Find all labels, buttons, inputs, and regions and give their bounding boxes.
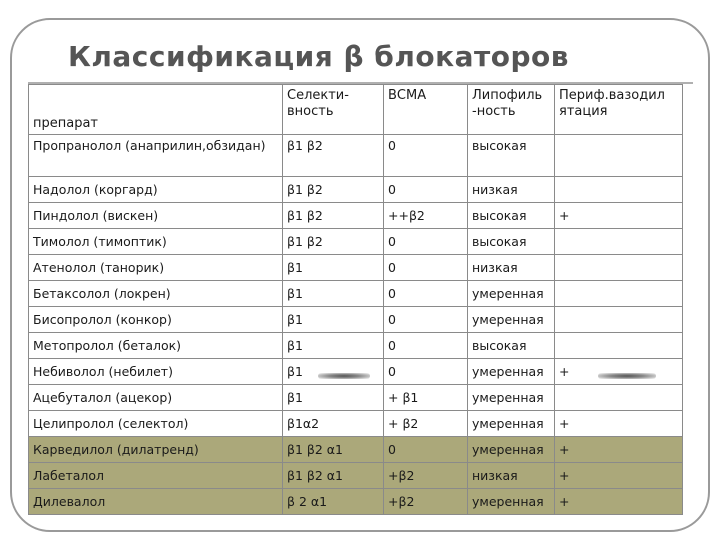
cell-vasodilation xyxy=(555,281,683,307)
cell-lipophilicity: низкая xyxy=(468,255,555,281)
cell-isa: ++β2 xyxy=(384,203,468,229)
cell-selectivity: β1 β2 xyxy=(283,177,384,203)
cell-isa: + β1 xyxy=(384,385,468,411)
cell-drug: Ацебуталол (ацекор) xyxy=(29,385,283,411)
cell-lipophilicity: умеренная xyxy=(468,411,555,437)
cell-drug: Пиндолол (вискен) xyxy=(29,203,283,229)
table-row xyxy=(29,177,683,203)
table-row xyxy=(29,385,683,411)
cell-lipophilicity: умеренная xyxy=(468,281,555,307)
cell-drug: Метопролол (беталок) xyxy=(29,333,283,359)
cell-selectivity: β1 xyxy=(283,385,384,411)
cell-selectivity: β 2 α1 xyxy=(283,489,384,515)
cell-drug: Атенолол (танорик) xyxy=(29,255,283,281)
slide-title: Классификация β блокаторов xyxy=(68,40,569,73)
cell-drug: Бисопролол (конкор) xyxy=(29,307,283,333)
cell-drug: Карведилол (дилатренд) xyxy=(29,437,283,463)
beta-blocker-table xyxy=(28,84,683,515)
cell-vasodilation xyxy=(555,229,683,255)
table-row xyxy=(29,281,683,307)
cell-selectivity: β1 β2 α1 xyxy=(283,437,384,463)
cell-vasodilation xyxy=(555,333,683,359)
table-row-highlighted xyxy=(29,489,683,515)
cell-isa: 0 xyxy=(384,333,468,359)
cell-lipophilicity: высокая xyxy=(468,203,555,229)
cell-lipophilicity: высокая xyxy=(468,333,555,359)
cell-vasodilation: + xyxy=(555,203,683,229)
scan-smudge xyxy=(598,373,656,379)
scan-smudge xyxy=(318,373,370,379)
header-lipophilicity: Липофиль -ность xyxy=(468,85,555,135)
cell-drug: Тимолол (тимоптик) xyxy=(29,229,283,255)
cell-vasodilation: + xyxy=(555,359,683,385)
cell-selectivity: β1 xyxy=(283,359,384,385)
table-header-row xyxy=(29,85,683,135)
cell-drug: Дилевалол xyxy=(29,489,283,515)
cell-vasodilation: + xyxy=(555,411,683,437)
cell-lipophilicity: умеренная xyxy=(468,385,555,411)
cell-drug: Целипролол (селектол) xyxy=(29,411,283,437)
cell-isa: +β2 xyxy=(384,489,468,515)
cell-selectivity: β1 β2 xyxy=(283,229,384,255)
table-row xyxy=(29,359,683,385)
cell-lipophilicity: высокая xyxy=(468,229,555,255)
cell-selectivity: β1 β2 xyxy=(283,135,384,177)
cell-isa: + β2 xyxy=(384,411,468,437)
header-selectivity: Селекти-вность xyxy=(283,85,384,135)
cell-isa: 0 xyxy=(384,177,468,203)
header-drug: препарат xyxy=(29,85,283,135)
cell-lipophilicity: высокая xyxy=(468,135,555,177)
header-vasodilation: Периф.вазодил ятация xyxy=(555,85,683,135)
cell-drug: Лабеталол xyxy=(29,463,283,489)
table-row-highlighted xyxy=(29,463,683,489)
cell-selectivity: β1α2 xyxy=(283,411,384,437)
table-row xyxy=(29,307,683,333)
cell-isa: 0 xyxy=(384,437,468,463)
cell-selectivity: β1 xyxy=(283,255,384,281)
cell-vasodilation xyxy=(555,307,683,333)
table-row xyxy=(29,135,683,177)
header-isa: ВСМА xyxy=(384,85,468,135)
cell-selectivity: β1 xyxy=(283,281,384,307)
table-row xyxy=(29,229,683,255)
cell-isa: 0 xyxy=(384,307,468,333)
table-row xyxy=(29,333,683,359)
table-row xyxy=(29,255,683,281)
cell-vasodilation xyxy=(555,135,683,177)
cell-selectivity: β1 β2 α1 xyxy=(283,463,384,489)
cell-isa: 0 xyxy=(384,281,468,307)
cell-lipophilicity: низкая xyxy=(468,177,555,203)
cell-vasodilation: + xyxy=(555,437,683,463)
cell-lipophilicity: умеренная xyxy=(468,437,555,463)
cell-drug: Бетаксолол (локрен) xyxy=(29,281,283,307)
cell-isa: 0 xyxy=(384,135,468,177)
cell-vasodilation xyxy=(555,177,683,203)
cell-selectivity: β1 xyxy=(283,333,384,359)
cell-lipophilicity: умеренная xyxy=(468,359,555,385)
cell-vasodilation xyxy=(555,385,683,411)
cell-drug: Небиволол (небилет) xyxy=(29,359,283,385)
cell-lipophilicity: низкая xyxy=(468,463,555,489)
cell-isa: 0 xyxy=(384,359,468,385)
table-row xyxy=(29,203,683,229)
cell-selectivity: β1 xyxy=(283,307,384,333)
table-row-highlighted xyxy=(29,437,683,463)
cell-isa: 0 xyxy=(384,229,468,255)
table-row xyxy=(29,411,683,437)
cell-drug: Надолол (коргард) xyxy=(29,177,283,203)
cell-isa: 0 xyxy=(384,255,468,281)
cell-vasodilation: + xyxy=(555,489,683,515)
cell-vasodilation xyxy=(555,255,683,281)
cell-drug: Пропранолол (анаприлин,обзидан) xyxy=(29,135,283,177)
cell-isa: +β2 xyxy=(384,463,468,489)
cell-lipophilicity: умеренная xyxy=(468,307,555,333)
cell-vasodilation: + xyxy=(555,463,683,489)
cell-lipophilicity: умеренная xyxy=(468,489,555,515)
cell-selectivity: β1 β2 xyxy=(283,203,384,229)
